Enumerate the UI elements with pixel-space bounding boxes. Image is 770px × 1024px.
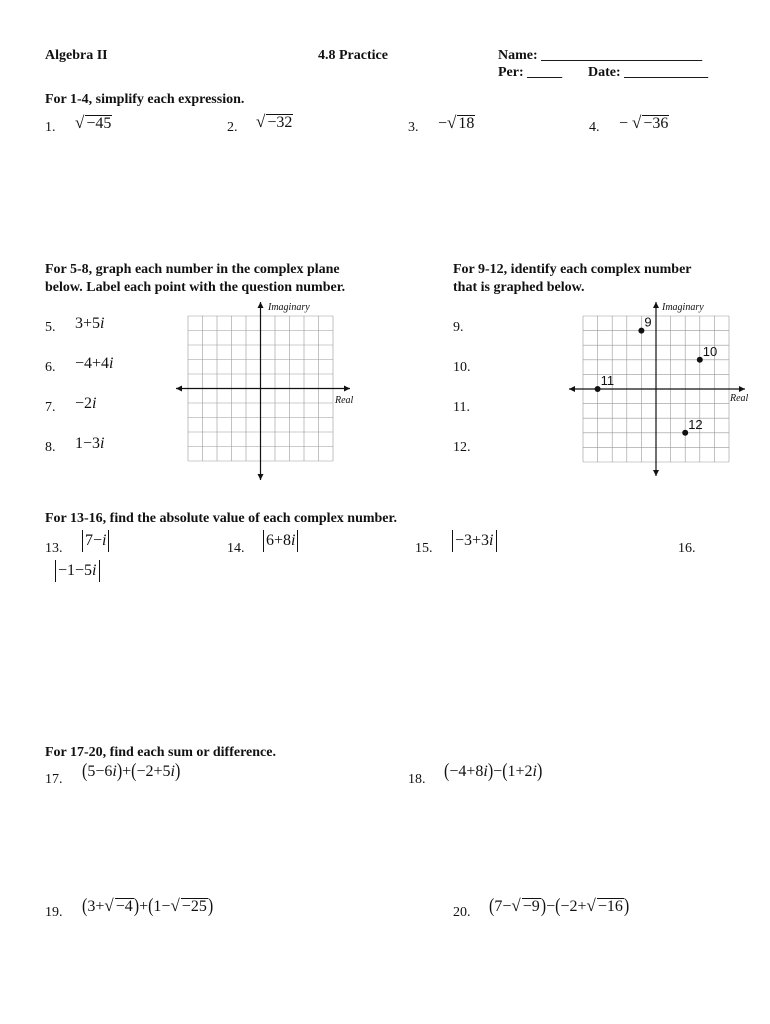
problem-number: 20. — [453, 905, 471, 920]
problem-expression: 7−i — [82, 530, 109, 552]
problem-number: 9. — [453, 320, 464, 335]
section2-instruction: For 5-8, graph each number in the complex plane — [45, 262, 340, 277]
problem-number: 17. — [45, 772, 63, 787]
section2-instruction: below. Label each point with the question number. — [45, 280, 346, 295]
problem-expression: √ −32 — [256, 112, 293, 131]
problem-expression: −1−5i — [55, 560, 100, 582]
problem-number: 10. — [453, 360, 471, 375]
problem-expression: −3+3i — [452, 530, 497, 552]
problem-expression: −√ 18 — [438, 113, 475, 132]
problem-expression: (5−6i)+(−2+5i) — [82, 760, 181, 782]
section4-instruction: For 13-16, find the absolute value of each complex number. — [45, 511, 397, 526]
axis-label-imaginary: Imaginary — [268, 302, 310, 313]
problem-expression: 3+5i — [75, 315, 105, 332]
section1-instruction: For 1-4, simplify each expression. — [45, 92, 245, 107]
arrow-left — [569, 386, 575, 392]
problem-number: 11. — [453, 400, 470, 415]
point-label: 10 — [702, 343, 718, 359]
problem-number: 12. — [453, 440, 471, 455]
problem-expression: (−4+8i)−(1+2i) — [444, 760, 543, 782]
problem-expression: (7−√ −9)−(−2+√ −16) — [489, 895, 630, 917]
axis-label-real: Real — [730, 393, 749, 404]
arrow-right — [344, 386, 350, 392]
problem-expression: 1−3i — [75, 435, 105, 452]
axis-label-imaginary: Imaginary — [662, 302, 704, 313]
problem-number: 16. — [678, 541, 696, 556]
section3-instruction: For 9-12, identify each complex number — [453, 262, 692, 277]
problem-number: 4. — [589, 120, 600, 135]
arrow-right — [739, 386, 745, 392]
problem-expression: −4+4i — [75, 355, 114, 372]
arrow-up — [258, 302, 264, 308]
problem-number: 8. — [45, 440, 56, 455]
problem-number: 14. — [227, 541, 245, 556]
date-field: Date: ____________ — [588, 65, 709, 80]
complex-plane-blank — [170, 298, 370, 483]
point-label: 9 — [644, 314, 652, 330]
problem-number: 3. — [408, 120, 419, 135]
problem-number: 2. — [227, 120, 238, 135]
complex-plane-points — [565, 298, 750, 478]
problem-expression: √ −45 — [75, 113, 112, 132]
problem-number: 7. — [45, 400, 56, 415]
problem-number: 13. — [45, 541, 63, 556]
problem-expression: 6+8i — [263, 530, 298, 552]
arrow-down — [258, 474, 264, 480]
point-label: 11 — [600, 373, 615, 388]
arrow-left — [176, 386, 182, 392]
problem-expression: −2i — [75, 395, 97, 412]
problem-number: 15. — [415, 541, 433, 556]
worksheet-title: 4.8 Practice — [318, 48, 388, 63]
section3-instruction: that is graphed below. — [453, 280, 585, 295]
problem-expression: − √ −36 — [619, 113, 669, 132]
problem-number: 5. — [45, 320, 56, 335]
arrow-up — [653, 302, 659, 308]
problem-number: 1. — [45, 120, 56, 135]
problem-expression: (3+√ −4)+(1−√ −25) — [82, 895, 214, 917]
name-field: Name: _______________________ — [498, 48, 703, 63]
problem-number: 18. — [408, 772, 426, 787]
arrow-down — [653, 470, 659, 476]
period-field: Per: _____ — [498, 65, 563, 80]
problem-number: 6. — [45, 360, 56, 375]
problem-number: 19. — [45, 905, 63, 920]
point-label: 12 — [688, 416, 703, 432]
section5-instruction: For 17-20, find each sum or difference. — [45, 745, 276, 760]
course-title: Algebra II — [45, 48, 108, 63]
axis-label-real: Real — [335, 395, 354, 406]
